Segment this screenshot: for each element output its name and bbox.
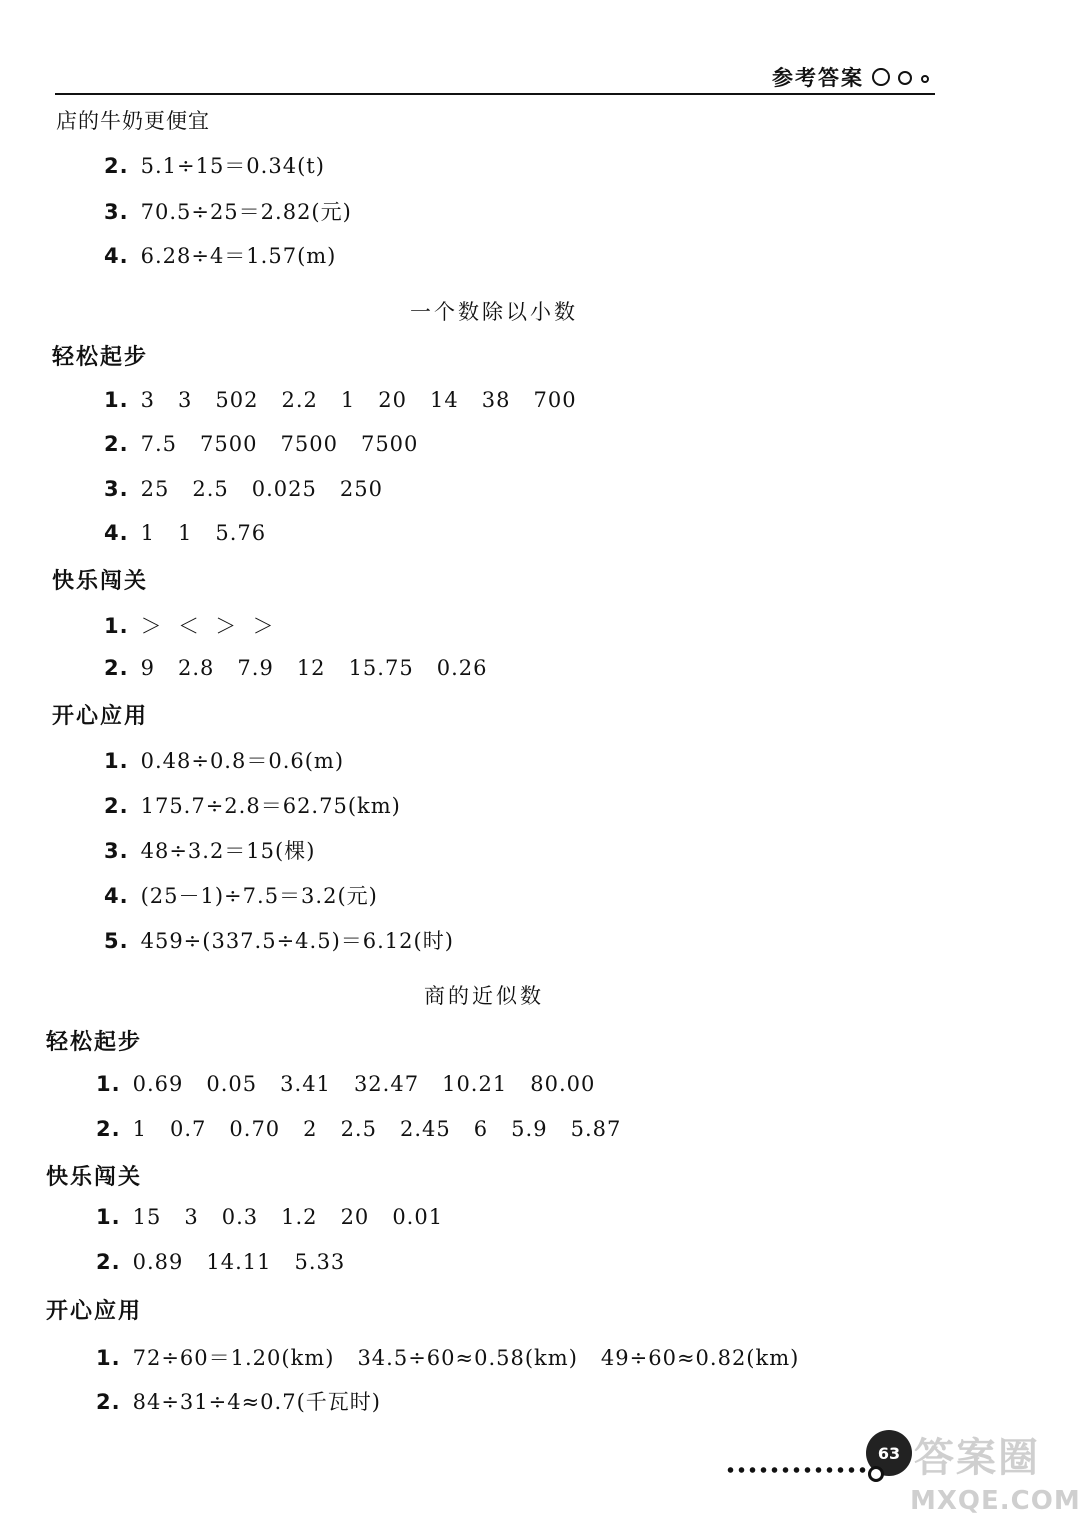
item-text: 72÷60＝1.20(km) 34.5÷60≈0.58(km) 49÷60≈0.82(km) xyxy=(132,1346,800,1370)
item-number: 2. xyxy=(104,432,129,456)
header-rule xyxy=(55,93,935,95)
item-number: 2. xyxy=(96,1390,121,1414)
item-text: 0.69 0.05 3.41 32.47 10.21 80.00 xyxy=(132,1072,596,1096)
item-text: 6.28÷4＝1.57(m) xyxy=(140,244,337,268)
item-number: 1. xyxy=(104,614,129,638)
list-item xyxy=(104,656,487,680)
item-text: 175.7÷2.8＝62.75(km) xyxy=(140,794,401,818)
list-item xyxy=(104,880,378,910)
continuation-text: 店的牛奶更便宜 xyxy=(56,109,210,133)
list-item xyxy=(104,432,418,456)
sub-heading-happy-pass: 快乐闯关 xyxy=(52,569,149,594)
item-text: 15 3 0.3 1.2 20 0.01 xyxy=(132,1205,444,1229)
small-circle-icon xyxy=(921,75,929,83)
item-number: 1. xyxy=(104,388,129,412)
watermark-domain: MXQE.COM xyxy=(910,1486,1081,1516)
list-item xyxy=(104,925,454,955)
header-label: 参考答案 xyxy=(772,66,864,90)
item-number: 1. xyxy=(104,749,129,773)
item-text: 25 2.5 0.025 250 xyxy=(140,477,383,501)
sub-heading-easy-start: 轻松起步 xyxy=(46,1030,143,1055)
list-item xyxy=(104,745,344,775)
list-item xyxy=(104,835,315,865)
item-text: 1 0.7 0.70 2 2.5 2.45 6 5.9 5.87 xyxy=(132,1117,622,1141)
list-item xyxy=(104,196,352,226)
item-number: 1. xyxy=(96,1072,121,1096)
footer-ring-icon xyxy=(868,1466,884,1482)
item-text: 0.48÷0.8＝0.6(m) xyxy=(140,749,345,773)
item-text: 459÷(337.5÷4.5)＝6.12(时) xyxy=(140,929,454,953)
item-number: 2. xyxy=(96,1117,121,1141)
item-text: ＞ ＜ ＞ ＞ xyxy=(140,614,275,638)
footer-dotted-line xyxy=(725,1466,875,1474)
list-item xyxy=(96,1117,621,1141)
sub-heading-easy-start: 轻松起步 xyxy=(52,345,149,370)
item-text: 70.5÷25＝2.82(元) xyxy=(140,200,352,224)
item-number: 1. xyxy=(96,1205,121,1229)
list-item xyxy=(96,1205,443,1229)
large-circle-icon xyxy=(872,68,890,86)
list-item xyxy=(104,521,266,545)
item-number: 4. xyxy=(104,244,129,268)
item-text: 84÷31÷4≈0.7(千瓦时) xyxy=(132,1390,381,1414)
item-number: 2. xyxy=(96,1250,121,1274)
item-text: 3 3 502 2.2 1 20 14 38 700 xyxy=(140,388,577,412)
item-number: 3. xyxy=(104,839,129,863)
list-item xyxy=(104,610,275,640)
item-number: 2. xyxy=(104,154,129,178)
item-text: 5.1÷15＝0.34(t) xyxy=(140,154,325,178)
item-number: 4. xyxy=(104,521,129,545)
item-number: 2. xyxy=(104,794,129,818)
item-text: 1 1 5.76 xyxy=(140,521,267,545)
item-text: (25－1)÷7.5＝3.2(元) xyxy=(140,884,378,908)
item-number: 3. xyxy=(104,200,129,224)
item-number: 2. xyxy=(104,656,129,680)
list-item xyxy=(104,240,336,270)
list-item xyxy=(104,477,383,501)
list-item xyxy=(104,790,401,820)
sub-heading-happy-pass: 快乐闯关 xyxy=(46,1165,143,1190)
item-number: 5. xyxy=(104,929,129,953)
item-text: 48÷3.2＝15(棵) xyxy=(140,839,316,863)
page-number: 63 xyxy=(866,1430,912,1476)
list-item xyxy=(104,150,325,180)
header-circles-decoration xyxy=(872,66,952,86)
item-text: 7.5 7500 7500 7500 xyxy=(140,432,419,456)
item-number: 3. xyxy=(104,477,129,501)
watermark-logo xyxy=(906,1420,1081,1530)
section-title: 商的近似数 xyxy=(424,984,544,1008)
item-text: 9 2.8 7.9 12 15.75 0.26 xyxy=(140,656,488,680)
sub-heading-application: 开心应用 xyxy=(52,704,149,729)
section-title: 一个数除以小数 xyxy=(410,300,578,324)
list-item xyxy=(96,1342,799,1372)
sub-heading-application: 开心应用 xyxy=(46,1299,143,1324)
list-item xyxy=(104,388,577,412)
list-item xyxy=(96,1250,345,1274)
watermark-text: 答案圈 xyxy=(914,1435,1040,1481)
item-number: 4. xyxy=(104,884,129,908)
list-item xyxy=(96,1072,595,1096)
list-item xyxy=(96,1386,381,1416)
medium-circle-icon xyxy=(898,71,912,85)
item-number: 1. xyxy=(96,1346,121,1370)
item-text: 0.89 14.11 5.33 xyxy=(132,1250,346,1274)
